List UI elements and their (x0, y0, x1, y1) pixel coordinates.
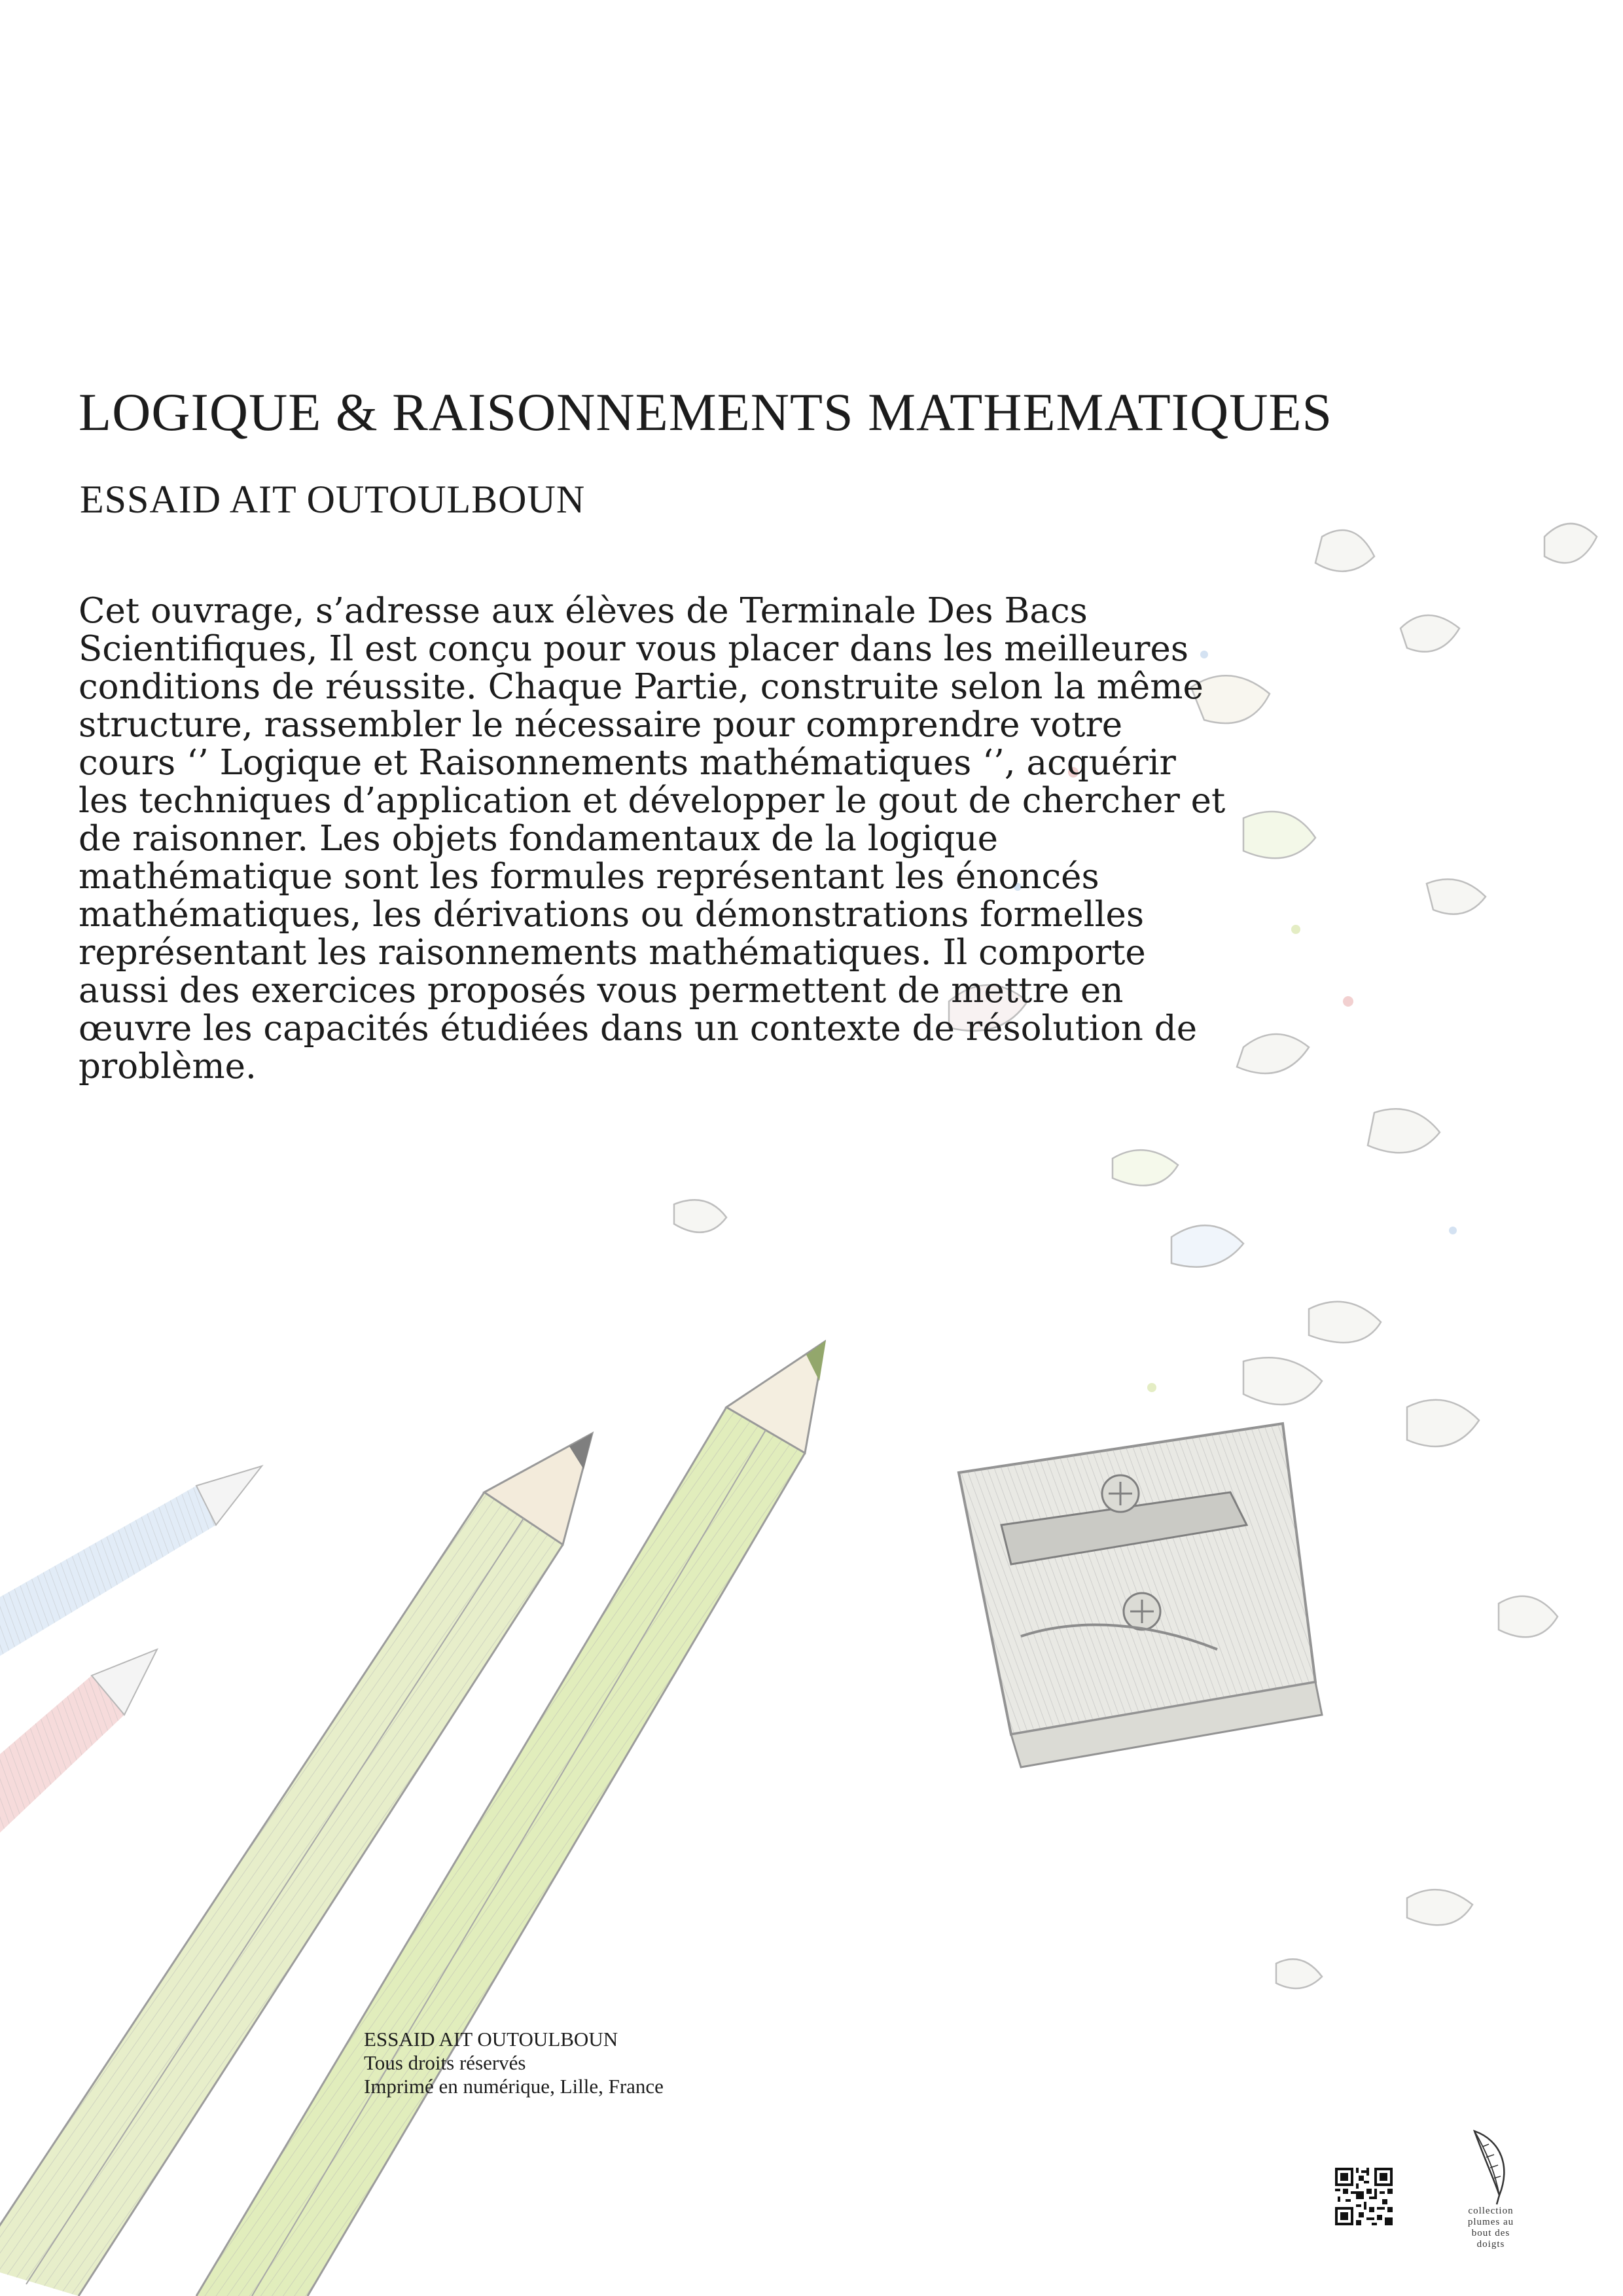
collection-logo (1459, 2127, 1522, 2271)
sharpener-icon (959, 1424, 1322, 1767)
logo-line: bout des (1471, 2228, 1510, 2238)
book-title: LOGIQUE & RAISONNEMENTS MATHEMATIQUES (79, 382, 1333, 442)
qr-code-icon (1335, 2168, 1393, 2225)
imprint-rights: Tous droits réservés (364, 2051, 526, 2074)
book-description: Cet ouvrage, s’adresse aux élèves de Terminale Des Bacs Scientifiques, Il est conçu pour vous placer dans les meilleures conditions de réussite. Chaque Partie, construite selon la même structure, rassembler le nécessaire pour comprendre votre cours ‘’ Logique et Raisonnements mathématiques ‘’, acquérir les techniques d’application et développer le gout de chercher et de raisonner. Les objets fondamentaux de la logique mathématique sont les formules représentant les énoncés mathématiques, les dérivations ou démonstrations formelles représentant les raisonnements mathématiques. Il comporte aussi des exercices proposés vous permettent de mettre en œuvre les capacités étudiées dans un contexte de résolution de problème. (79, 591, 1226, 1086)
pencil-red-icon (0, 1649, 157, 1833)
quill-feather-icon (1468, 2127, 1514, 2206)
logo-line: collection (1468, 2206, 1514, 2216)
pencil-blue-icon (0, 1466, 262, 1656)
collection-logo-text (1459, 2206, 1522, 2250)
imprint-block (364, 2028, 953, 2098)
imprint-printed: Imprimé en numérique, Lille, France (364, 2075, 664, 2098)
logo-line: plumes au (1467, 2217, 1514, 2227)
book-author: ESSAID AIT OUTOULBOUN (80, 478, 586, 521)
logo-line: doigts (1476, 2239, 1505, 2250)
imprint-author: ESSAID AIT OUTOULBOUN (364, 2028, 618, 2051)
